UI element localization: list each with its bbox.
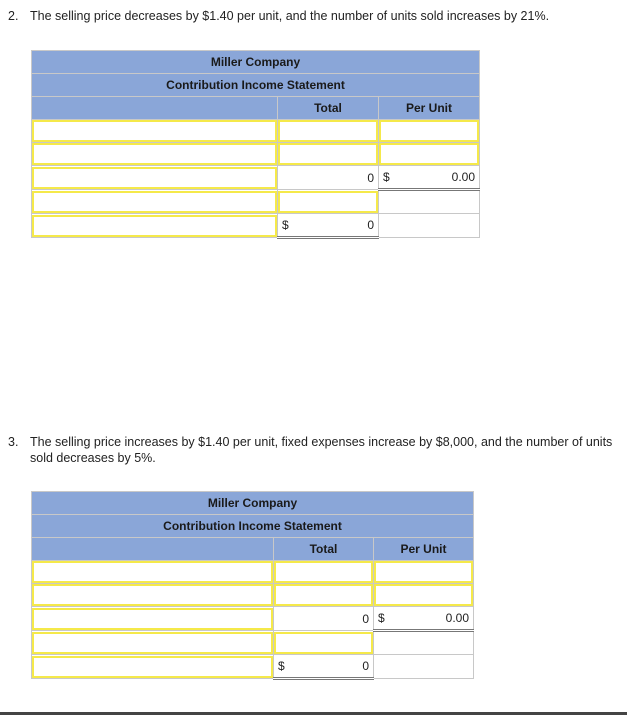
question-text: The selling price decreases by $1.40 per unit, and the number of units sold increases by 21%. <box>30 9 550 23</box>
per-unit-input-row2[interactable] <box>379 143 479 165</box>
currency-sign: $ <box>383 170 390 184</box>
header-blank <box>32 538 274 561</box>
label-input-row2[interactable] <box>32 143 277 165</box>
label-input-row4[interactable] <box>32 191 277 213</box>
header-total: Total <box>274 538 374 561</box>
per-unit-blank-row4 <box>379 190 480 214</box>
company-name: Miller Company <box>32 492 474 515</box>
header-per-unit: Per Unit <box>379 97 480 120</box>
question-number: 2. <box>8 9 19 23</box>
total-value: 0 <box>362 611 369 626</box>
label-input-row4[interactable] <box>32 632 273 654</box>
question-text: The selling price increases by $1.40 per unit, fixed expenses increase by $8,000, and the number of units sold decreases by 5%. <box>30 435 613 465</box>
question-number: 3. <box>8 435 19 449</box>
total-input-row2[interactable] <box>278 143 378 165</box>
total-input-row4[interactable] <box>278 191 378 213</box>
currency-sign: $ <box>278 659 285 673</box>
header-blank <box>32 97 278 120</box>
per-unit-value: 0.00 <box>445 611 470 625</box>
label-input-row2[interactable] <box>32 584 273 606</box>
statement-title: Contribution Income Statement <box>32 74 480 97</box>
per-unit-input-row1[interactable] <box>379 120 479 142</box>
total-value-row3 <box>274 608 373 630</box>
label-input-row1[interactable] <box>32 561 273 583</box>
header-per-unit: Per Unit <box>374 538 474 561</box>
label-input-row3[interactable] <box>32 167 277 189</box>
label-input-row3[interactable] <box>32 608 273 630</box>
total-value-row5 <box>278 214 378 236</box>
per-unit-value-row3 <box>379 166 479 188</box>
total-value-row3 <box>278 167 378 189</box>
total-value: 0 <box>367 218 374 232</box>
header-total: Total <box>278 97 379 120</box>
total-input-row2[interactable] <box>274 584 373 606</box>
label-input-row5[interactable] <box>32 215 277 237</box>
total-value-row5 <box>274 655 373 677</box>
total-value: 0 <box>362 659 369 673</box>
total-input-row4[interactable] <box>274 632 373 654</box>
question-2 <box>8 8 618 24</box>
per-unit-input-row2[interactable] <box>374 584 473 606</box>
per-unit-value-row3 <box>374 607 473 629</box>
total-input-row1[interactable] <box>274 561 373 583</box>
label-input-row1[interactable] <box>32 120 277 142</box>
per-unit-blank-row5 <box>379 214 480 238</box>
per-unit-blank-row4 <box>374 631 474 655</box>
currency-sign: $ <box>378 611 385 625</box>
contribution-income-statement-q2 <box>31 50 480 239</box>
per-unit-value: 0.00 <box>451 170 476 184</box>
per-unit-input-row1[interactable] <box>374 561 473 583</box>
contribution-income-statement-q3 <box>31 491 474 680</box>
total-value: 0 <box>367 170 374 185</box>
total-input-row1[interactable] <box>278 120 378 142</box>
currency-sign: $ <box>282 218 289 232</box>
question-3 <box>8 434 618 466</box>
company-name: Miller Company <box>32 51 480 74</box>
statement-title: Contribution Income Statement <box>32 515 474 538</box>
label-input-row5[interactable] <box>32 656 273 678</box>
per-unit-blank-row5 <box>374 655 474 679</box>
